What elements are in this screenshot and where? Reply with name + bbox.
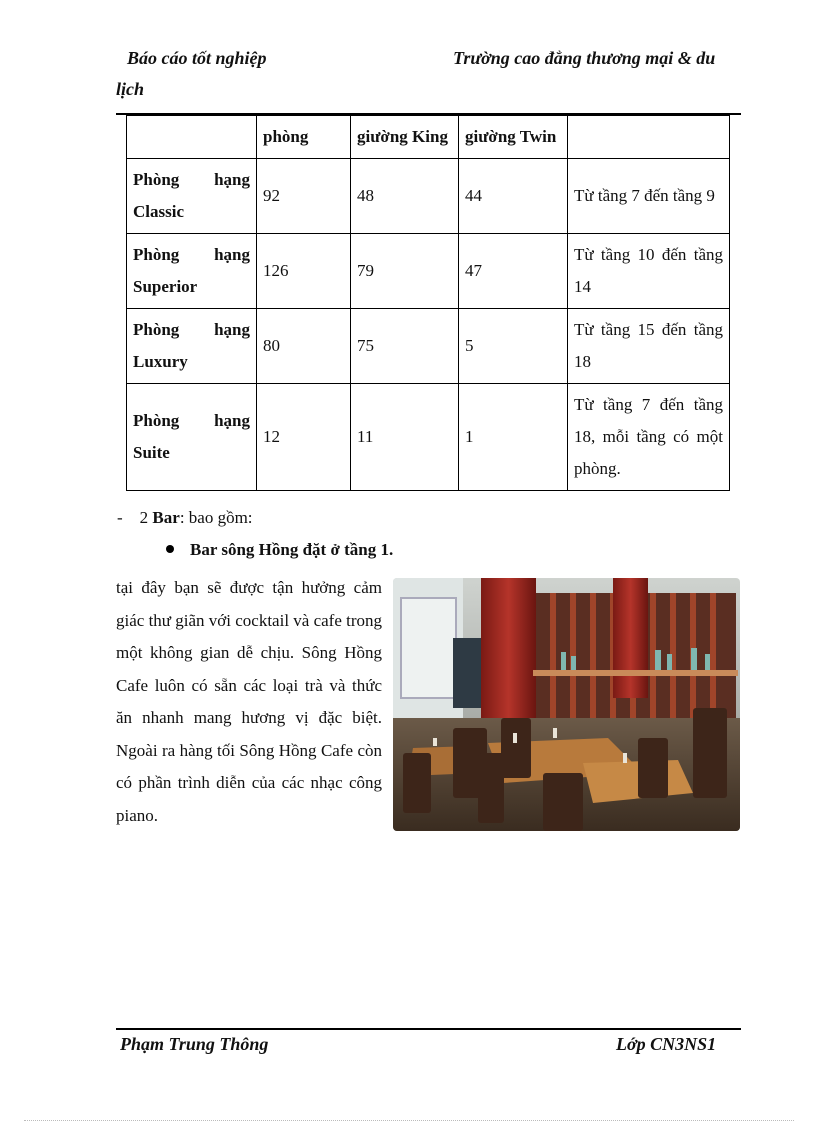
header-title-right: Trường cao đẳng thương mại & du xyxy=(453,48,716,68)
room-count-cell: 126 xyxy=(257,234,351,309)
footer-rule xyxy=(116,1028,741,1030)
location-cell: Từ tầng 7 đến tầng 9 xyxy=(568,159,730,234)
table-row xyxy=(127,309,730,384)
location-cell: Từ tầng 7 đến tầng 18, mỗi tầng có một phòng. xyxy=(568,384,730,491)
twin-count-cell: 1 xyxy=(459,384,568,491)
bar-list-item xyxy=(117,508,253,528)
room-type-cell: Phòng hạng Classic xyxy=(127,159,257,234)
footer-class: Lớp CN3NS1 xyxy=(616,1034,717,1054)
bullet-dot-icon xyxy=(166,545,174,553)
room-types-table xyxy=(126,115,730,491)
table-row xyxy=(127,384,730,491)
bullet-item xyxy=(166,540,393,560)
restaurant-photo xyxy=(393,578,740,831)
table-header-cell xyxy=(127,116,257,159)
bullet-text: Bar sông Hồng đặt ở tầng 1. xyxy=(190,540,394,559)
header-title-right-continued: lịch xyxy=(116,79,145,99)
table-header-cell: giường King xyxy=(351,116,459,159)
location-cell: Từ tầng 15 đến tầng 18 xyxy=(568,309,730,384)
room-type-cell: Phòng hạng Luxury xyxy=(127,309,257,384)
location-cell: Từ tầng 10 đến tầng 14 xyxy=(568,234,730,309)
room-count-cell: 92 xyxy=(257,159,351,234)
list-dash: - xyxy=(117,508,123,527)
table-header-cell xyxy=(568,116,730,159)
king-count-cell: 11 xyxy=(351,384,459,491)
room-type-cell: Phòng hạng Superior xyxy=(127,234,257,309)
body-paragraph: tại đây bạn sẽ được tận hưởng cảm giác thư giãn với cocktail và cafe trong một không gian dễ chịu. Sông Hồng Cafe luôn có sẵn các loại trà và thức ăn nhanh mang hương vị đặc biệt. Ngoài ra hàng tối Sông Hồng Cafe còn có phần trình diễn của các nhạc công piano. xyxy=(116,578,383,825)
room-type-cell: Phòng hạng Suite xyxy=(127,384,257,491)
king-count-cell: 75 xyxy=(351,309,459,384)
king-count-cell: 48 xyxy=(351,159,459,234)
table-header-row xyxy=(127,116,730,159)
king-count-cell: 79 xyxy=(351,234,459,309)
footer-author: Phạm Trung Thông xyxy=(120,1034,269,1054)
twin-count-cell: 5 xyxy=(459,309,568,384)
table-row xyxy=(127,234,730,309)
bar-label: Bar xyxy=(152,508,180,527)
bar-count: 2 xyxy=(139,508,149,527)
page-edge-divider xyxy=(24,1120,794,1121)
header-title-left: Báo cáo tốt nghiệp xyxy=(127,48,267,68)
twin-count-cell: 44 xyxy=(459,159,568,234)
table-header-cell: phòng xyxy=(257,116,351,159)
table-header-cell: giường Twin xyxy=(459,116,568,159)
room-count-cell: 80 xyxy=(257,309,351,384)
bar-intro-text: : bao gồm: xyxy=(179,508,253,527)
table-row xyxy=(127,159,730,234)
twin-count-cell: 47 xyxy=(459,234,568,309)
room-count-cell: 12 xyxy=(257,384,351,491)
